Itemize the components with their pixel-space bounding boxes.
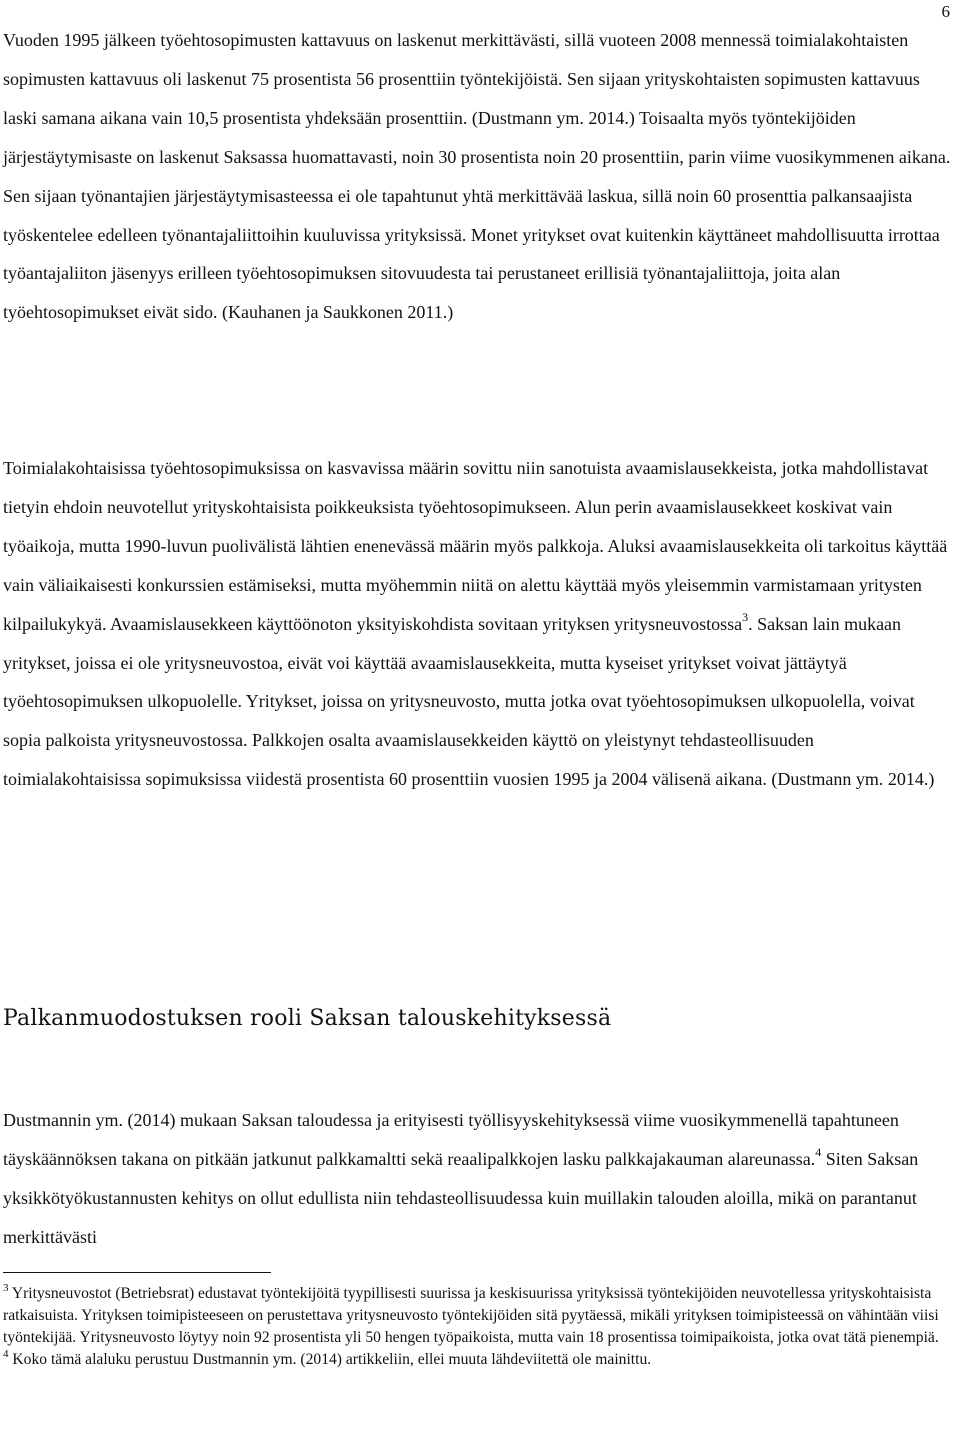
paragraph-opening-clauses bbox=[3, 449, 953, 799]
paragraph-text-part: Dustmannin ym. (2014) mukaan Saksan taloudessa ja erityisesti työllisyyskehityksessä viime vuosikymmenellä tapahtuneen täyskäännöksen takana on pitkään jatkunut palkkamaltti sekä reaalipalkkojen lasku palkkajakauman alareunassa. bbox=[3, 1110, 899, 1169]
footnote-text: Yritysneuvostot (Betriebsrat) edustavat työntekijöitä tyypillisesti suurissa ja keskisuurissa yrityksissä työntekijöiden neuvotellessa yrityskohtaisista ratkaisuista. Yrityksen toimipisteeseen on perustettava yritysneuvosto työntekijöiden sitä pyytäessä, mikäli yrityksen toimipisteessä on vähintään viisi työntekijää. Yritysneuvosto löytyy noin 92 prosentista yli 50 hengen työpaikoista, mutta vain 18 prosentissa toimipaikoista, jotka ovat tätä pienempiä. bbox=[3, 1285, 939, 1346]
paragraph-bargaining-coverage: Vuoden 1995 jälkeen työehtosopimusten kattavuus on laskenut merkittävästi, sillä vuoteen 2008 mennessä toimialakohtaisten sopimusten kattavuus oli laskenut 75 prosentista 56 prosenttiin työntekijöistä. Sen sijaan yrityskohtaisten sopimusten kattavuus laski samana aikana vain 10,5 prosentista yhdeksään prosenttiin. (Dustmann ym. 2014.) Toisaalta myös työntekijöiden järjestäytymisaste on laskenut Saksassa huomattavasti, noin 30 prosentista noin 20 prosenttiin, parin viime vuosikymmenen aikana. Sen sijaan työnantajien järjestäytymisasteessa ei ole tapahtunut yhtä merkittävää laskua, sillä noin 60 prosenttia palkansaajista työskentelee edelleen työnantajaliittoihin kuuluvissa yrityksissä. Monet yritykset ovat kuitenkin käyttäneet mahdollisuutta irrottaa työantajaliiton jäsenyys erilleen työehtosopimuksen sitovuudesta tai perustaneet erillisiä työnantajaliittoja, joita alan työehtosopimukset eivät sido. (Kauhanen ja Saukkonen 2011.) bbox=[3, 30, 951, 323]
footnote-reference-4: 4 bbox=[815, 1144, 822, 1159]
footnote-text: Koko tämä alaluku perustuu Dustmannin ym. (2014) artikkeliin, ellei muuta lähdeviitettä ole mainittu. bbox=[12, 1350, 652, 1368]
footnote-number: 3 bbox=[3, 1281, 9, 1294]
paragraph-text-part: Toimialakohtaisissa työehtosopimuksissa on kasvavissa määrin sovittu niin sanotuista avaamislausekkeista, jotka mahdollistavat tietyin ehdoin neuvotellut yrityskohtaisista poikkeuksista työehtosopimukseen. Alun perin avaamislausekkeet koskivat vain työaikoja, mutta 1990-luvun puolivälistä lähtien enenevässä määrin myös palkkoja. Aluksi avaamislausekkeita oli tarkoitus käyttää vain väliaikaisesti konkurssien estämiseksi, mutta myöhemmin niitä on alettu käyttää myös yleisemmin varmistamaan yritysten kilpailukykyä. Avaamislausekkeen käyttöönoton yksityiskohdista sovitaan yrityksen yritysneuvostossa bbox=[3, 458, 948, 634]
footnote-reference-3: 3 bbox=[742, 609, 749, 624]
section-heading: Palkanmuodostuksen rooli Saksan talouskehityksessä bbox=[3, 1006, 612, 1031]
footnote-separator bbox=[3, 1272, 271, 1273]
footnote-3 bbox=[3, 1283, 953, 1349]
footnote-4 bbox=[3, 1349, 953, 1371]
page-number: 6 bbox=[941, 2, 950, 21]
paragraph-text-part: Siten Saksan yksikkötyökustannusten kehitys on ollut edullista niin tehdasteollisuudessa kuin muillakin talouden aloilla, mikä on parantanut merkittävästi bbox=[3, 1148, 919, 1247]
footnote-number: 4 bbox=[3, 1347, 9, 1360]
paragraph-wage-restraint bbox=[3, 1101, 953, 1257]
footnotes bbox=[3, 1283, 953, 1371]
paragraph-text-part: . Saksan lain mukaan yritykset, joissa ei ole yritysneuvostoa, eivät voi käyttää avaamislausekkeita, mutta kyseiset yritykset voivat jättäytyä työehtosopimuksen ulkopuolelle. Yritykset, joissa on yritysneuvosto, mutta jotka ovat työehtosopimuksen ulkopuolella, voivat sopia palkoista yritysneuvostossa. Palkkojen osalta avaamislausekkeiden käyttö on yleistynyt tehdasteollisuuden toimialakohtaisissa sopimuksissa viidestä prosentista 60 prosenttiin vuosien 1995 ja 2004 välisenä aikana. (Dustmann ym. 2014.) bbox=[3, 613, 935, 790]
